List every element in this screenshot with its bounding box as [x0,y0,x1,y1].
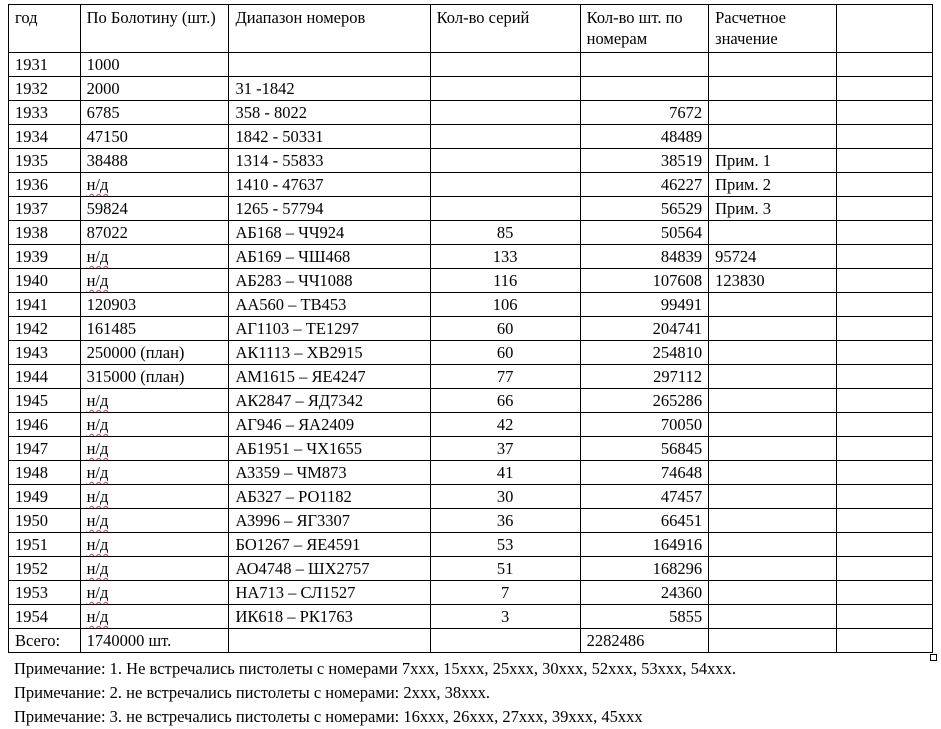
cell-count: 24360 [580,581,708,605]
total-label: Всего: [9,629,81,653]
cell-series [430,125,580,149]
cell-extra [837,53,933,77]
cell-count: 107608 [580,269,708,293]
cell-count: 46227 [580,173,708,197]
cell-series: 66 [430,389,580,413]
cell-bolotin: 2000 [80,77,229,101]
cell-year: 1945 [9,389,81,413]
cell-bolotin: н/д [80,437,229,461]
cell-year: 1943 [9,341,81,365]
cell-range: 1410 - 47637 [229,173,430,197]
cell-range: 358 - 8022 [229,101,430,125]
cell-calc [709,341,837,365]
table-row [9,221,933,245]
cell-year: 1940 [9,269,81,293]
cell-range: АБ1951 – ЧХ1655 [229,437,430,461]
document-page [8,4,933,729]
cell-calc [709,485,837,509]
cell-range: АБ169 – ЧШ468 [229,245,430,269]
cell-calc [709,605,837,629]
total-series [430,629,580,653]
cell-count: 297112 [580,365,708,389]
table-row [9,173,933,197]
cell-series: 41 [430,461,580,485]
cell-bolotin: н/д [80,605,229,629]
cell-extra [837,605,933,629]
cell-bolotin: 120903 [80,293,229,317]
cell-extra [837,509,933,533]
cell-series: 42 [430,413,580,437]
cell-series: 85 [430,221,580,245]
cell-year: 1936 [9,173,81,197]
cell-year: 1933 [9,101,81,125]
cell-year: 1938 [9,221,81,245]
cell-count: 38519 [580,149,708,173]
cell-year: 1944 [9,365,81,389]
cell-count: 56845 [580,437,708,461]
table-row [9,437,933,461]
pistol-production-table [8,4,933,653]
cell-range: АО4748 – ШХ2757 [229,557,430,581]
cell-bolotin: н/д [80,581,229,605]
cell-calc: Прим. 2 [709,173,837,197]
cell-year: 1942 [9,317,81,341]
cell-calc [709,389,837,413]
cell-calc: Прим. 1 [709,149,837,173]
cell-year: 1935 [9,149,81,173]
cell-range: АК1113 – ХВ2915 [229,341,430,365]
table-row [9,605,933,629]
cell-count: 265286 [580,389,708,413]
cell-calc: Прим. 3 [709,197,837,221]
note-3: Примечание: 3. не встречались пистолеты с номерами: 16ххх, 26ххх, 27ххх, 39ххх, 45ххх [14,707,643,726]
cell-range: АБ283 – ЧЧ1088 [229,269,430,293]
cell-extra [837,437,933,461]
cell-calc [709,101,837,125]
notes-block [8,657,933,729]
cell-count: 74648 [580,461,708,485]
cell-year: 1949 [9,485,81,509]
cell-count: 7672 [580,101,708,125]
cell-series: 106 [430,293,580,317]
cell-extra [837,173,933,197]
cell-series: 116 [430,269,580,293]
total-count: 2282486 [580,629,708,653]
cell-extra [837,125,933,149]
table-row [9,77,933,101]
cell-year: 1939 [9,245,81,269]
header-series: Кол-во серий [430,5,580,53]
table-row [9,485,933,509]
header-calc: Расчетное значение [709,5,837,53]
cell-range: 1842 - 50331 [229,125,430,149]
cell-bolotin: 1000 [80,53,229,77]
cell-calc [709,77,837,101]
cell-extra [837,269,933,293]
cell-count: 56529 [580,197,708,221]
cell-series: 3 [430,605,580,629]
total-extra [837,629,933,653]
cell-count: 254810 [580,341,708,365]
cell-calc [709,53,837,77]
cell-range: АА560 – ТВ453 [229,293,430,317]
cell-bolotin: 47150 [80,125,229,149]
cell-extra [837,581,933,605]
cell-range: АГ946 – ЯА2409 [229,413,430,437]
cell-extra [837,149,933,173]
cell-series: 53 [430,533,580,557]
cell-extra [837,293,933,317]
cell-range: ИК618 – РК1763 [229,605,430,629]
table-row [9,317,933,341]
table-header-row [9,5,933,53]
cell-count [580,77,708,101]
cell-range: АЗ359 – ЧМ873 [229,461,430,485]
cell-year: 1932 [9,77,81,101]
cell-range: АМ1615 – ЯЕ4247 [229,365,430,389]
table-row [9,509,933,533]
note-2: Примечание: 2. не встречались пистолеты с номерами: 2ххх, 38ххх. [14,683,490,702]
cell-series [430,197,580,221]
table-row [9,365,933,389]
total-row [9,629,933,653]
cell-extra [837,485,933,509]
cell-bolotin: н/д [80,509,229,533]
table-row [9,581,933,605]
cell-calc [709,413,837,437]
table-resize-handle[interactable] [930,654,937,661]
cell-range: АБ168 – ЧЧ924 [229,221,430,245]
cell-range: АЗ996 – ЯГ3307 [229,509,430,533]
cell-year: 1953 [9,581,81,605]
cell-extra [837,461,933,485]
table-row [9,245,933,269]
cell-series: 30 [430,485,580,509]
cell-bolotin: н/д [80,485,229,509]
cell-bolotin: 6785 [80,101,229,125]
cell-count: 99491 [580,293,708,317]
cell-year: 1950 [9,509,81,533]
cell-year: 1948 [9,461,81,485]
cell-bolotin: 59824 [80,197,229,221]
cell-year: 1937 [9,197,81,221]
cell-extra [837,221,933,245]
cell-count: 48489 [580,125,708,149]
cell-calc: 95724 [709,245,837,269]
cell-extra [837,317,933,341]
cell-calc [709,461,837,485]
header-count: Кол-во шт. по номерам [580,5,708,53]
header-extra [837,5,933,53]
header-year: год [9,5,81,53]
cell-calc [709,533,837,557]
cell-count: 84839 [580,245,708,269]
table-row [9,557,933,581]
cell-year: 1941 [9,293,81,317]
cell-count: 5855 [580,605,708,629]
cell-calc [709,221,837,245]
cell-bolotin: 250000 (план) [80,341,229,365]
cell-extra [837,197,933,221]
cell-calc [709,437,837,461]
cell-extra [837,533,933,557]
cell-count: 66451 [580,509,708,533]
total-calc [709,629,837,653]
cell-count: 204741 [580,317,708,341]
cell-count: 47457 [580,485,708,509]
cell-range [229,53,430,77]
note-1: Примечание: 1. Не встречались пистолеты с номерами 7ххх, 15ххх, 25ххх, 30ххх, 52ххх, 53ххх, 54ххх. [14,659,736,678]
cell-year: 1931 [9,53,81,77]
cell-bolotin: 38488 [80,149,229,173]
cell-range: АГ1103 – ТЕ1297 [229,317,430,341]
table-row [9,533,933,557]
cell-bolotin: н/д [80,413,229,437]
cell-series: 133 [430,245,580,269]
cell-year: 1946 [9,413,81,437]
cell-extra [837,341,933,365]
cell-bolotin: н/д [80,557,229,581]
table-row [9,269,933,293]
cell-calc [709,557,837,581]
cell-extra [837,389,933,413]
table-row [9,125,933,149]
cell-calc [709,365,837,389]
cell-range: АК2847 – ЯД7342 [229,389,430,413]
cell-year: 1951 [9,533,81,557]
cell-range: НА713 – СЛ1527 [229,581,430,605]
cell-extra [837,77,933,101]
table-row [9,389,933,413]
cell-range: 31 -1842 [229,77,430,101]
header-range: Диапазон номеров [229,5,430,53]
cell-year: 1952 [9,557,81,581]
cell-extra [837,101,933,125]
cell-series: 36 [430,509,580,533]
cell-count: 168296 [580,557,708,581]
total-bolotin: 1740000 шт. [80,629,229,653]
cell-count [580,53,708,77]
total-range [229,629,430,653]
cell-series [430,149,580,173]
table-body [9,53,933,629]
cell-count: 164916 [580,533,708,557]
cell-range: 1265 - 57794 [229,197,430,221]
cell-calc [709,509,837,533]
cell-range: БО1267 – ЯЕ4591 [229,533,430,557]
cell-bolotin: 161485 [80,317,229,341]
cell-series: 7 [430,581,580,605]
table-row [9,461,933,485]
cell-extra [837,413,933,437]
cell-series: 37 [430,437,580,461]
cell-year: 1934 [9,125,81,149]
cell-series [430,53,580,77]
table-row [9,413,933,437]
cell-series [430,77,580,101]
cell-bolotin: 315000 (план) [80,365,229,389]
cell-extra [837,557,933,581]
cell-bolotin: н/д [80,389,229,413]
cell-range: 1314 - 55833 [229,149,430,173]
cell-bolotin: н/д [80,245,229,269]
cell-calc [709,125,837,149]
cell-count: 50564 [580,221,708,245]
cell-count: 70050 [580,413,708,437]
cell-bolotin: н/д [80,533,229,557]
cell-bolotin: н/д [80,461,229,485]
cell-bolotin: н/д [80,269,229,293]
cell-series [430,173,580,197]
cell-bolotin: н/д [80,173,229,197]
cell-extra [837,365,933,389]
table-row [9,53,933,77]
cell-bolotin: 87022 [80,221,229,245]
cell-range: АБ327 – РО1182 [229,485,430,509]
cell-year: 1947 [9,437,81,461]
cell-extra [837,245,933,269]
table-row [9,197,933,221]
cell-year: 1954 [9,605,81,629]
cell-series: 60 [430,341,580,365]
cell-calc: 123830 [709,269,837,293]
header-bolotin: По Болотину (шт.) [80,5,229,53]
table-row [9,293,933,317]
cell-series [430,101,580,125]
cell-series: 60 [430,317,580,341]
table-row [9,149,933,173]
table-row [9,101,933,125]
cell-series: 77 [430,365,580,389]
cell-calc [709,317,837,341]
table-row [9,341,933,365]
cell-series: 51 [430,557,580,581]
cell-calc [709,581,837,605]
cell-calc [709,293,837,317]
